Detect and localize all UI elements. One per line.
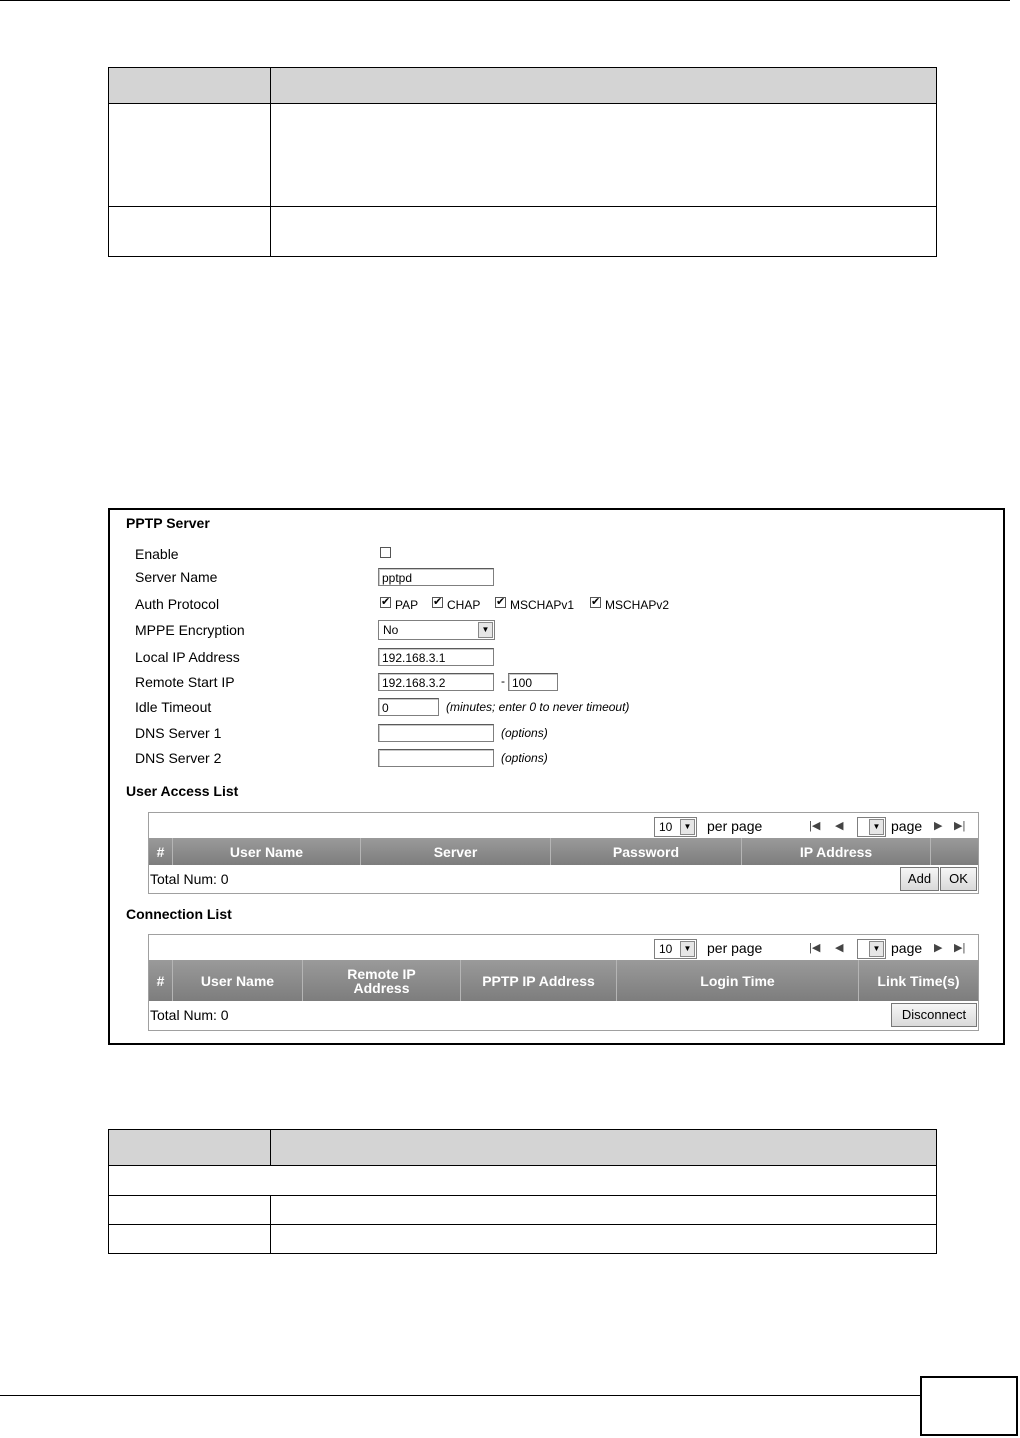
pap-checkbox[interactable]: ✔	[381, 596, 391, 608]
mschapv1-label: MSCHAPv1	[510, 598, 575, 612]
column-header: Password	[551, 838, 742, 865]
prev-page-icon[interactable]: ◀	[835, 942, 844, 954]
next-page-icon[interactable]: ▶	[934, 820, 943, 832]
per-page-value: 10	[659, 820, 673, 834]
pap-label: PAP	[395, 598, 419, 612]
connection-list	[148, 934, 979, 1031]
remote-range-dash: -	[501, 674, 505, 688]
column-header: IP Address	[742, 838, 931, 865]
chap-label: CHAP	[447, 598, 481, 612]
mppe-select[interactable]	[378, 620, 495, 640]
disconnect-button[interactable]: Disconnect	[891, 1003, 977, 1027]
bottom-table	[108, 1129, 937, 1254]
local-ip-label: Local IP Address	[135, 649, 240, 665]
server-name-label: Server Name	[135, 569, 218, 585]
pptp-server-screenshot	[108, 508, 1005, 1045]
chevron-down-icon[interactable]: ▼	[680, 819, 695, 835]
per-page-label: per page	[707, 818, 763, 834]
remote-start-label: Remote Start IP	[135, 674, 235, 690]
local-ip-input[interactable]: 192.168.3.1	[378, 648, 494, 666]
dns2-label: DNS Server 2	[135, 750, 222, 766]
enable-checkbox[interactable]	[380, 547, 391, 558]
dns2-input[interactable]	[378, 749, 494, 767]
chevron-down-icon[interactable]: ▼	[680, 941, 695, 957]
column-header: User Name	[173, 960, 303, 1001]
dns1-input[interactable]	[378, 724, 494, 742]
footer-rule	[0, 1395, 920, 1396]
remote-start-input[interactable]: 192.168.3.2	[378, 673, 494, 691]
dns2-note: (options)	[501, 751, 548, 765]
page-select[interactable]	[857, 939, 886, 959]
top-table	[108, 67, 937, 257]
column-header: User Name	[173, 838, 361, 865]
user-access-list-title: User Access List	[126, 783, 239, 799]
column-header-empty	[931, 838, 978, 865]
connection-total: Total Num: 0	[150, 1007, 229, 1023]
top-table-header	[109, 68, 937, 104]
remote-end-input[interactable]: 100	[508, 673, 558, 691]
last-page-icon[interactable]: ▶|	[954, 820, 966, 832]
header-rule	[0, 0, 1010, 1]
auth-protocol-label: Auth Protocol	[135, 596, 220, 612]
per-page-label: per page	[707, 940, 763, 956]
pptp-server-title: PPTP Server	[126, 515, 210, 531]
column-header: PPTP IP Address	[461, 960, 617, 1001]
first-page-icon[interactable]: |◀	[809, 942, 821, 954]
column-header: Login Time	[617, 960, 859, 1001]
mppe-select-value: No	[383, 623, 399, 637]
bottom-table-row	[109, 1225, 937, 1254]
page-label: page	[891, 940, 923, 956]
user-access-total: Total Num: 0	[150, 871, 229, 887]
ok-button[interactable]: OK	[940, 867, 977, 891]
connection-list-title: Connection List	[126, 906, 232, 922]
server-name-input[interactable]: pptpd	[378, 568, 494, 586]
add-button[interactable]: Add	[900, 867, 939, 891]
mschapv2-checkbox[interactable]: ✔	[591, 596, 601, 608]
enable-label: Enable	[135, 546, 179, 562]
column-header: Link Time(s)	[877, 972, 960, 989]
user-access-list	[148, 812, 979, 894]
per-page-select[interactable]	[654, 817, 697, 837]
mppe-label: MPPE Encryption	[135, 622, 245, 638]
top-table-row	[109, 207, 937, 257]
mschapv1-checkbox[interactable]: ✔	[496, 596, 506, 608]
column-header: #	[149, 960, 173, 1001]
top-table-row	[109, 104, 937, 207]
column-header: Remote IP Address	[303, 960, 461, 1001]
idle-timeout-note: (minutes; enter 0 to never timeout)	[446, 700, 630, 714]
bottom-table-section-row	[109, 1166, 937, 1196]
chevron-down-icon[interactable]: ▼	[869, 819, 884, 835]
per-page-value: 10	[659, 942, 673, 956]
page-number-box	[920, 1376, 1018, 1436]
next-page-icon[interactable]: ▶	[934, 942, 943, 954]
idle-timeout-input[interactable]: 0	[378, 698, 439, 716]
chap-checkbox[interactable]: ✔	[433, 596, 443, 608]
dns1-note: (options)	[501, 726, 548, 740]
user-access-list-header	[149, 838, 978, 865]
column-header: #	[149, 838, 173, 865]
chevron-down-icon[interactable]: ▼	[478, 622, 493, 638]
first-page-icon[interactable]: |◀	[809, 820, 821, 832]
page-select[interactable]	[857, 817, 886, 837]
mschapv2-label: MSCHAPv2	[605, 598, 670, 612]
chevron-down-icon[interactable]: ▼	[869, 941, 884, 957]
idle-timeout-label: Idle Timeout	[135, 699, 212, 715]
bottom-table-header	[109, 1130, 937, 1166]
bottom-table-row	[109, 1196, 937, 1225]
page-label: page	[891, 818, 923, 834]
connection-list-header	[149, 960, 978, 1001]
prev-page-icon[interactable]: ◀	[835, 820, 844, 832]
column-header: Server	[361, 838, 551, 865]
last-page-icon[interactable]: ▶|	[954, 942, 966, 954]
dns1-label: DNS Server 1	[135, 725, 222, 741]
per-page-select[interactable]	[654, 939, 697, 959]
